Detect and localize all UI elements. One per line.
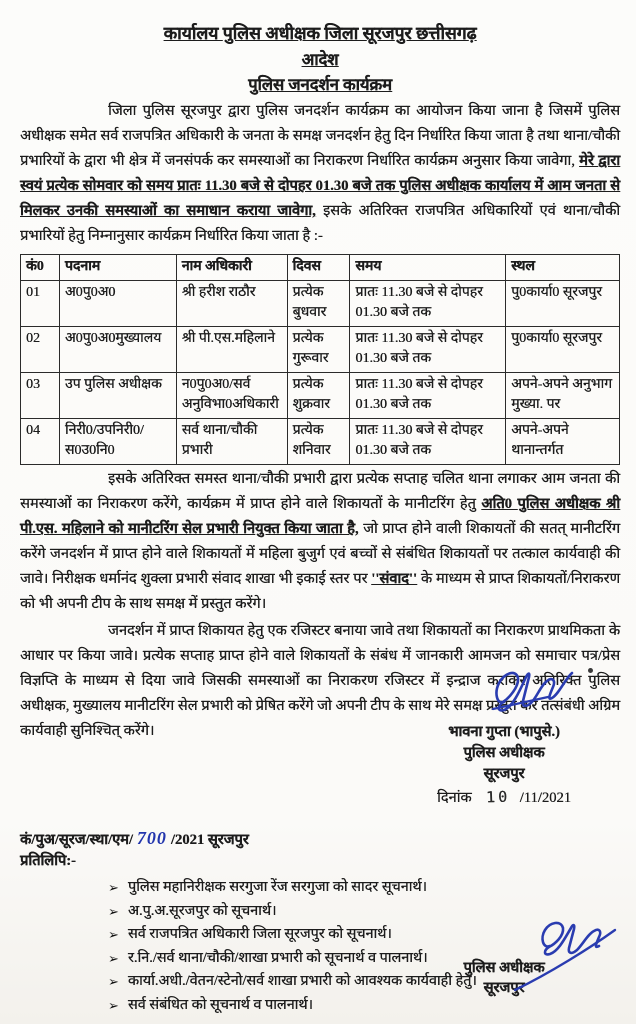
bottom-signature-block bbox=[424, 958, 584, 998]
arrow-bullet-icon: ➢ bbox=[108, 903, 119, 919]
signatory-designation: पुलिस अधीक्षक bbox=[463, 745, 545, 761]
cell-day: प्रत्येक गुरूवार bbox=[287, 327, 350, 373]
ink-dot bbox=[588, 668, 593, 673]
copy-to-label: प्रतिलिपि:- bbox=[20, 853, 76, 869]
cell-day: प्रत्येक शनिवार bbox=[287, 419, 350, 465]
reference-prefix: कं/पुअ/सूरज/स्था/एम/ bbox=[20, 832, 133, 848]
cell-place: अपने-अपने अनुभाग मुख्या. पर bbox=[506, 373, 620, 419]
cell-designation: उप पुलिस अधीक्षक bbox=[59, 373, 176, 419]
bottom-designation: पुलिस अधीक्षक bbox=[463, 960, 545, 976]
cell-officer-name: श्री पी.एस.महिलाने bbox=[176, 327, 287, 373]
list-item bbox=[108, 923, 620, 947]
para1-underlined-directive: मेरे द्वारा स्वयं प्रत्येक सोमवार को समय प्रातः 11.30 बजे से दोपहर 01.30 बजे तक पुलिस अधीक्षक कार्यालय में आम जनता से मिलकर उनकी समस्याओं का समाधान कराया जावेगा, bbox=[20, 153, 621, 219]
program-heading: पुलिस जनदर्शन कार्यक्रम bbox=[248, 75, 392, 94]
cell-place: अपने-अपने थानान्तर्गत bbox=[506, 419, 620, 465]
para2-text-mid: जो प्राप्त होने वाली शिकायतों की सतत् मानीटरिंग करेंगे जनदर्शन में प्राप्त होने वाले शिकायतों में महिला बुजुर्ग एवं बच्चों से संबंधित शिकायतों पर तत्काल कार्यवाही की जावे। निरीक्षक धर्मानंद शुक्ला प्रभारी संवाद शाखा भी इकाई स्तर पर bbox=[20, 521, 620, 587]
cell-time: प्रातः 11.30 बजे से दोपहर 01.30 बजे तक bbox=[350, 419, 506, 465]
col-header-day: दिवस bbox=[287, 255, 350, 281]
superintendent-signature-icon bbox=[488, 662, 584, 724]
cell-serial: 01 bbox=[21, 281, 60, 327]
copy-item-text: कार्या.अधी./वेतन/स्टेनो/सर्व शाखा प्रभारी को आवश्यक कार्यवाही हेतु। bbox=[127, 973, 477, 989]
cell-place: पु0कार्या0 सूरजपुर bbox=[506, 281, 620, 327]
copy-item-text: अ.पु.अ.सूरजपुर को सूचनार्थ। bbox=[127, 902, 277, 919]
para1-text-end: इसके अतिरिक्त राजपत्रित अधिकारियों एवं थाना/चौकी प्रभारियों हेतु निम्नानुसार कार्यक्रम निर्धारित किया जाता है :- bbox=[20, 203, 621, 244]
cell-designation: अ0पु0अ0 bbox=[59, 281, 176, 327]
table-row bbox=[21, 419, 620, 465]
para2-text: इसके अतिरिक्त समस्त थाना/चौकी प्रभारी द्वारा प्रत्येक सप्ताह चलित थाना लगाकर आम जनता की समस्याओं का निराकरण करेंगे, कार्यक्रम में प्राप्त होने वाले शिकायतों के मानीटरिंग हेतु bbox=[20, 471, 620, 512]
copy-item-text: सर्व राजपत्रित अधिकारी जिला सूरजपुर को सूचनार्थ। bbox=[127, 926, 392, 942]
col-header-officer-name: नाम अधिकारी bbox=[176, 255, 287, 281]
cell-officer-name: सर्व थाना/चौकी प्रभारी bbox=[176, 419, 287, 465]
date-label: दिनांक bbox=[436, 790, 472, 806]
para2-underlined-appointment: अति0 पुलिस अधीक्षक श्री पी.एस. महिलाने को मानीटरिंग सेल प्रभारी नियुक्त किया जाता है, bbox=[20, 496, 620, 537]
copy-item-text: पुलिस महानिरीक्षक सरगुजा रेंज सरगुजा को सादर सूचनार्थ। bbox=[127, 879, 427, 895]
signatory-place: सूरजपुर bbox=[483, 766, 525, 782]
copy-item-text: र.नि./सर्व थाना/चौकी/शाखा प्रभारी को सूचनार्थ व पालनार्थ। bbox=[127, 949, 428, 966]
table-row bbox=[21, 373, 620, 419]
cell-designation: अ0पु0अ0मुख्यालय bbox=[59, 327, 176, 373]
date-rest: /11/2021 bbox=[519, 790, 572, 806]
schedule-table bbox=[20, 254, 620, 465]
para3-text: जनदर्शन में प्राप्त शिकायत हेतु एक रजिस्टर बनाया जावे तथा शिकायतों का निराकरण प्राथमिकता के आधार पर किया जावे। प्रत्येक सप्ताह प्राप्त होने वाले शिकायतों के संबंध में जानकारी आमजन को समाचार पत्र/प्रेस विज्ञप्ति के माध्यम से दिया जावे जिसकी समस्याओं का निराकरण रजिस्टर में इन्द्राज कराकर अतिरिक्त पुलिस अधीक्षक, मुख्यालय मानीटरिंग सेल प्रभारी को प्रेषित करेंगे जो अपनी टीप के साथ मेरे समक्ष प्रस्तुत कर तत्संबंधी अग्रिम कार्यवाही सुनिश्चित् करेंगे। bbox=[20, 623, 620, 739]
document-header bbox=[20, 20, 620, 97]
bottom-place: सूरजपुर bbox=[483, 980, 525, 996]
arrow-bullet-icon: ➢ bbox=[108, 974, 119, 989]
office-title: कार्यालय पुलिस अधीक्षक जिला सूरजपुर छत्तीसगढ़ bbox=[163, 23, 477, 43]
cell-time: प्रातः 11.30 बजे से दोपहर 01.30 बजे तक bbox=[350, 373, 506, 419]
cell-time: प्रातः 11.30 बजे से दोपहर 01.30 बजे तक bbox=[350, 281, 506, 327]
para2-text-end: के माध्यम से प्राप्त शिकायतों/निराकरण को भी अपनी टीप के साथ समक्ष में प्रस्तुत करेंगे। bbox=[20, 571, 620, 612]
paragraph-monitoring bbox=[20, 467, 620, 617]
signatory-name: भावना गुप्ता (भापुसे.) bbox=[448, 724, 560, 740]
col-header-place: स्थल bbox=[506, 255, 620, 281]
col-header-time: समय bbox=[350, 255, 506, 281]
cell-designation: निरी0/उपनिरी0/ स0उ0नि0 bbox=[59, 419, 176, 465]
cell-day: प्रत्येक बुधवार bbox=[287, 281, 350, 327]
table-row bbox=[21, 281, 620, 327]
list-item bbox=[108, 900, 620, 924]
cell-officer-name: न0पु0अ0/सर्व अनुविभा0अधिकारी bbox=[176, 373, 287, 419]
col-header-designation: पदनाम bbox=[59, 255, 176, 281]
para2-quoted-samvad: ''संवाद'' bbox=[371, 571, 417, 587]
arrow-bullet-icon: ➢ bbox=[108, 880, 119, 895]
cell-serial: 03 bbox=[21, 373, 60, 419]
handwritten-date-day: 10 bbox=[485, 787, 510, 807]
reference-number-line bbox=[20, 828, 620, 849]
cell-place: पु0कार्या0 सूरजपुर bbox=[506, 327, 620, 373]
arrow-bullet-icon: ➢ bbox=[108, 997, 119, 1013]
order-heading: आदेश bbox=[301, 50, 339, 69]
cell-officer-name: श्री हरीश राठौर bbox=[176, 281, 287, 327]
cell-serial: 02 bbox=[21, 327, 60, 373]
arrow-bullet-icon: ➢ bbox=[108, 927, 119, 942]
date-line bbox=[394, 787, 614, 809]
paragraph-intro bbox=[20, 99, 620, 249]
table-header-row bbox=[21, 255, 620, 281]
cell-time: प्रातः 11.30 बजे से दोपहर 01.30 बजे तक bbox=[350, 327, 506, 373]
list-item bbox=[108, 876, 620, 900]
cell-serial: 04 bbox=[21, 419, 60, 465]
copy-item-text: सर्व संबंधित को सूचनार्थ व पालनार्थ। bbox=[127, 996, 313, 1013]
arrow-bullet-icon: ➢ bbox=[108, 950, 119, 966]
table-row bbox=[21, 327, 620, 373]
signature-block bbox=[394, 722, 614, 809]
reference-suffix: /2021 सूरजपुर bbox=[170, 832, 249, 848]
col-header-serial: कं0 bbox=[21, 255, 60, 281]
cell-day: प्रत्येक शुक्रवार bbox=[287, 373, 350, 419]
para1-text: जिला पुलिस सूरजपुर द्वारा पुलिस जनदर्शन कार्यक्रम का आयोजन किया जाना है जिसमें पुलिस अधीक्षक समेत सर्व राजपत्रित अधिकारी के जनता के समक्ष जनदर्शन हेतु दिन निर्धारित किया जाता है तथा थाना/चौकी प्रभारियों के द्वारा भी क्षेत्र में जनसंपर्क कर समस्याओं का निराकरण निर्धारित कार्यक्रम अनुसार किया जावेगा, bbox=[20, 103, 620, 169]
handwritten-dispatch-number: 700 bbox=[136, 828, 167, 848]
